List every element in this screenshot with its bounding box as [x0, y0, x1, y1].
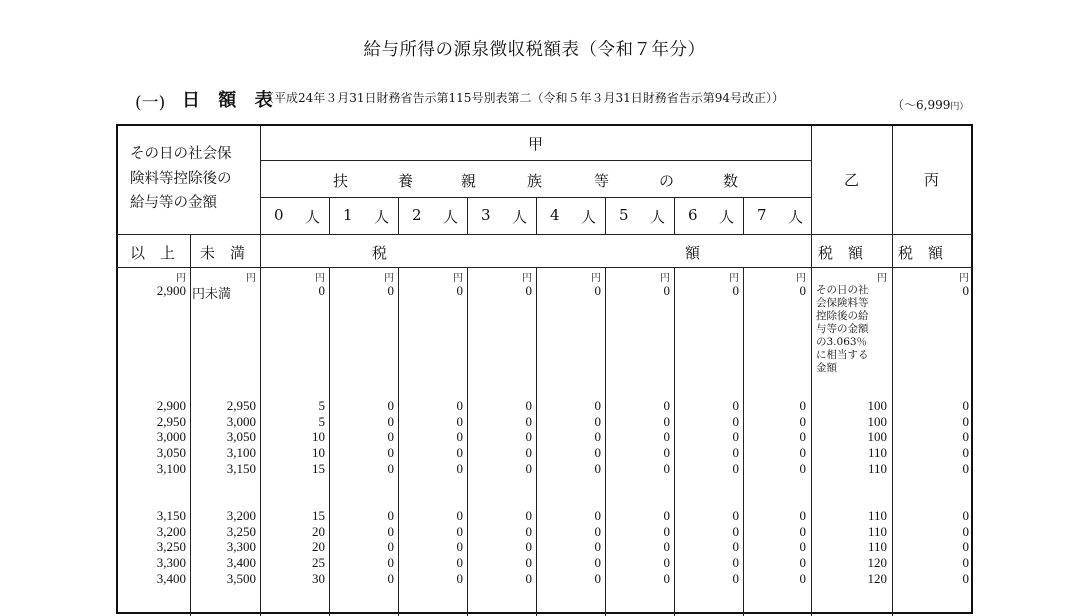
person-unit: 人: [581, 208, 597, 226]
cell-otsu: 110: [867, 539, 887, 555]
cell-kou: 0: [594, 508, 601, 523]
cell-kou: 0: [525, 398, 532, 413]
cell-kou: 0: [594, 523, 601, 539]
tax-header-gaku: 額: [685, 244, 701, 262]
note-line: その日の社: [816, 284, 869, 296]
cell-kou: 0: [456, 523, 463, 539]
cell-kou: 0: [732, 539, 739, 555]
grid-line: [674, 268, 675, 616]
cell-hei: 0: [962, 508, 969, 523]
cell-to: 3,000: [226, 413, 256, 429]
note-line: の3.063％: [816, 336, 868, 348]
cell-kou: 0: [387, 555, 394, 571]
cell-kou: 0: [525, 539, 532, 555]
cell-kou: 20: [312, 523, 325, 539]
cell-kou: 0: [799, 555, 806, 571]
cell-kou: 0: [387, 398, 394, 413]
yen-unit: 円: [591, 273, 601, 284]
cell-from: 2,950: [156, 413, 186, 429]
grid-line: [536, 197, 537, 234]
yen-unit: 円: [729, 273, 739, 284]
cell-kou: 0: [799, 398, 806, 413]
grid-line: [260, 197, 811, 198]
cell-kou: 0: [732, 445, 739, 461]
dependents-count: 4: [550, 206, 560, 224]
amount-range: [892, 96, 968, 113]
cell-otsu: 100: [867, 429, 887, 445]
cell-kou: 15: [312, 460, 325, 476]
cell-kou: 10: [312, 429, 325, 445]
cell-otsu: 120: [867, 570, 887, 586]
cell-kou: 0: [456, 570, 463, 586]
grid-line: [536, 268, 537, 616]
cell-otsu: 110: [867, 445, 887, 461]
page-title: 給与所得の源泉徴収税額表（令和７年分）: [363, 40, 706, 60]
fuyou-char: 扶: [333, 172, 349, 190]
cell-kou: 0: [663, 283, 670, 298]
cell-kou: 0: [525, 413, 532, 429]
cell-hei: 0: [962, 283, 969, 298]
cell-from: 3,150: [156, 508, 186, 523]
cell-kou: 0: [594, 570, 601, 586]
cell-kou: 0: [318, 283, 325, 298]
cell-kou: 0: [456, 398, 463, 413]
withholding-tax-table: [116, 124, 973, 614]
hei-tax-header: 税 額: [898, 244, 944, 262]
yen-unit: 円: [877, 273, 887, 284]
cell-kou: 0: [732, 523, 739, 539]
cell-kou: 0: [594, 429, 601, 445]
cell-otsu: 110: [867, 508, 887, 523]
cell-kou: 0: [799, 429, 806, 445]
cell-kou: 30: [312, 570, 325, 586]
cell-kou: 0: [525, 429, 532, 445]
person-unit: 人: [650, 208, 666, 226]
yen-unit: 円: [453, 273, 463, 284]
otsu-header: 乙: [844, 171, 860, 189]
cell-kou: 0: [387, 539, 394, 555]
from-header: 以 上: [130, 244, 176, 262]
cell-kou: 0: [594, 539, 601, 555]
grid-line: [118, 267, 973, 268]
cell-to: 3,050: [226, 429, 256, 445]
cell-kou: 0: [525, 555, 532, 571]
note-line: に相当する: [816, 349, 869, 361]
description-line: その日の社会保: [130, 146, 232, 162]
cell-to: 3,500: [226, 570, 256, 586]
otsu-rate-note: [816, 284, 886, 375]
cell-from: 3,300: [156, 555, 186, 571]
cell-kou: 0: [387, 283, 394, 298]
to-header: 未 満: [200, 244, 246, 262]
cell-kou: 0: [594, 555, 601, 571]
cell-hei: 0: [962, 398, 969, 413]
cell-otsu: 110: [867, 523, 887, 539]
cell-hei: 0: [962, 460, 969, 476]
note-line: 金額: [816, 362, 837, 374]
cell-hei: 0: [962, 523, 969, 539]
person-unit: 人: [719, 208, 735, 226]
cell-kou: 0: [594, 460, 601, 476]
cell-kou: 0: [663, 555, 670, 571]
fuyou-char: 族: [527, 172, 543, 190]
otsu-tax-header: 税 額: [818, 244, 864, 262]
cell-kou: 0: [525, 445, 532, 461]
grid-line: [260, 160, 811, 161]
cell-kou: 10: [312, 445, 325, 461]
grid-line: [743, 197, 744, 234]
yen-unit: 円: [796, 273, 806, 284]
cell-kou: 0: [663, 460, 670, 476]
description-line: 給与等の金額: [130, 195, 217, 211]
cell-kou: 0: [387, 413, 394, 429]
cell-kou: 0: [594, 445, 601, 461]
cell-kou: 0: [732, 508, 739, 523]
cell-kou: 0: [799, 283, 806, 298]
grid-line: [329, 268, 330, 616]
cell-from: 2,900: [156, 398, 186, 413]
cell-kou: 0: [799, 523, 806, 539]
cell-kou: 0: [525, 523, 532, 539]
cell-hei: 0: [962, 555, 969, 571]
grid-line: [605, 268, 606, 616]
cell-hei: 0: [962, 429, 969, 445]
cell-from: 3,400: [156, 570, 186, 586]
grid-line: [467, 197, 468, 234]
cell-kou: 0: [456, 413, 463, 429]
dependents-count: 3: [481, 206, 491, 224]
cell-kou: 0: [387, 445, 394, 461]
cell-kou: 0: [732, 429, 739, 445]
cell-kou: 0: [456, 555, 463, 571]
grid-line: [398, 268, 399, 616]
cell-to: 3,150: [226, 460, 256, 476]
amount-range-unit: 円）: [950, 102, 969, 112]
grid-line: [398, 197, 399, 234]
cell-kou: 0: [456, 445, 463, 461]
cell-kou: 0: [732, 555, 739, 571]
cell-kou: 0: [663, 523, 670, 539]
cell-otsu: 110: [867, 460, 887, 476]
cell-kou: 0: [732, 570, 739, 586]
cell-to: 2,950: [226, 398, 256, 413]
yen-unit: 円: [384, 273, 394, 284]
cell-kou: 25: [312, 555, 325, 571]
cell-kou: 0: [525, 283, 532, 298]
cell-hei: 0: [962, 413, 969, 429]
note-line: 控除後の給: [816, 310, 869, 322]
cell-to: 3,250: [226, 523, 256, 539]
fuyou-char: 親: [461, 172, 477, 190]
yen-unit: 円: [660, 273, 670, 284]
fuyou-char: 養: [398, 172, 414, 190]
amount-range-value: （〜6,999: [892, 98, 951, 112]
cell-from: 2,900: [156, 283, 186, 298]
dependents-count: 2: [412, 206, 422, 224]
grid-line: [467, 268, 468, 616]
grid-line: [118, 234, 973, 235]
cell-hei: 0: [962, 539, 969, 555]
cell-kou: 0: [799, 539, 806, 555]
cell-kou: 0: [663, 539, 670, 555]
cell-otsu: 100: [867, 413, 887, 429]
cell-otsu: 120: [867, 555, 887, 571]
grid-line: [674, 197, 675, 234]
cell-kou: 0: [594, 398, 601, 413]
person-unit: 人: [788, 208, 804, 226]
cell-kou: 15: [312, 508, 325, 523]
cell-kou: 0: [663, 398, 670, 413]
section-number: (一): [135, 93, 166, 113]
fuyou-char: 数: [723, 172, 739, 190]
cell-kou: 0: [799, 508, 806, 523]
cell-to: 3,100: [226, 445, 256, 461]
note-line: 会保険料等: [816, 297, 869, 309]
section-title: 日 額 表: [182, 90, 279, 111]
yen-unit: 円: [959, 273, 969, 284]
kou-header: 甲: [528, 135, 544, 153]
person-unit: 人: [305, 208, 321, 226]
fuyou-char: 等: [594, 172, 610, 190]
cell-to: 円未満: [192, 287, 232, 302]
cell-otsu: 100: [867, 398, 887, 413]
person-unit: 人: [374, 208, 390, 226]
cell-kou: 5: [318, 413, 325, 429]
cell-kou: 0: [663, 413, 670, 429]
dependents-count: 5: [619, 206, 629, 224]
legal-reference: （平成24年３月31日財務省告示第115号別表第二（令和５年３月31日財務省告示第94号改正））: [262, 91, 784, 105]
cell-kou: 0: [387, 523, 394, 539]
cell-kou: 20: [312, 539, 325, 555]
cell-kou: 0: [456, 429, 463, 445]
grid-line: [892, 126, 893, 616]
cell-kou: 0: [799, 460, 806, 476]
dependents-count: 0: [274, 206, 284, 224]
cell-from: 3,000: [156, 429, 186, 445]
yen-unit: 円: [176, 273, 186, 284]
hei-header: 丙: [924, 171, 940, 189]
grid-line: [605, 197, 606, 234]
cell-kou: 0: [799, 570, 806, 586]
cell-to: 3,400: [226, 555, 256, 571]
cell-kou: 0: [525, 460, 532, 476]
cell-kou: 0: [732, 398, 739, 413]
cell-from: 3,200: [156, 523, 186, 539]
cell-kou: 0: [387, 460, 394, 476]
yen-unit: 円: [246, 273, 256, 284]
cell-kou: 0: [594, 413, 601, 429]
cell-kou: 0: [456, 539, 463, 555]
note-line: 与等の金額: [816, 323, 869, 335]
cell-kou: 5: [318, 398, 325, 413]
person-unit: 人: [512, 208, 528, 226]
yen-unit: 円: [315, 273, 325, 284]
cell-kou: 0: [732, 283, 739, 298]
cell-to: 3,300: [226, 539, 256, 555]
grid-line: [743, 268, 744, 616]
cell-kou: 0: [525, 570, 532, 586]
description-line: 険料等控除後の: [130, 170, 232, 187]
grid-line: [260, 126, 261, 616]
cell-hei: 0: [962, 570, 969, 586]
dependents-count: 6: [688, 206, 698, 224]
cell-kou: 0: [387, 508, 394, 523]
dependents-count: 1: [343, 206, 353, 224]
cell-hei: 0: [962, 445, 969, 461]
cell-kou: 0: [732, 460, 739, 476]
cell-kou: 0: [732, 413, 739, 429]
cell-kou: 0: [387, 429, 394, 445]
grid-line: [811, 126, 812, 616]
dependents-count: 7: [757, 206, 767, 224]
cell-kou: 0: [594, 283, 601, 298]
grid-line: [329, 197, 330, 234]
grid-line: [190, 235, 191, 616]
cell-kou: 0: [387, 570, 394, 586]
tax-header-zei: 税: [372, 244, 388, 262]
cell-kou: 0: [799, 413, 806, 429]
cell-kou: 0: [525, 508, 532, 523]
cell-to: 3,200: [226, 508, 256, 523]
amount-description: [130, 142, 232, 216]
cell-kou: 0: [663, 445, 670, 461]
cell-kou: 0: [663, 429, 670, 445]
yen-unit: 円: [522, 273, 532, 284]
cell-from: 3,250: [156, 539, 186, 555]
cell-kou: 0: [663, 570, 670, 586]
cell-from: 3,050: [156, 445, 186, 461]
cell-from: 3,100: [156, 460, 186, 476]
cell-kou: 0: [799, 445, 806, 461]
cell-kou: 0: [456, 460, 463, 476]
fuyou-char: の: [659, 172, 675, 190]
cell-kou: 0: [456, 508, 463, 523]
person-unit: 人: [443, 208, 459, 226]
cell-kou: 0: [456, 283, 463, 298]
cell-kou: 0: [663, 508, 670, 523]
